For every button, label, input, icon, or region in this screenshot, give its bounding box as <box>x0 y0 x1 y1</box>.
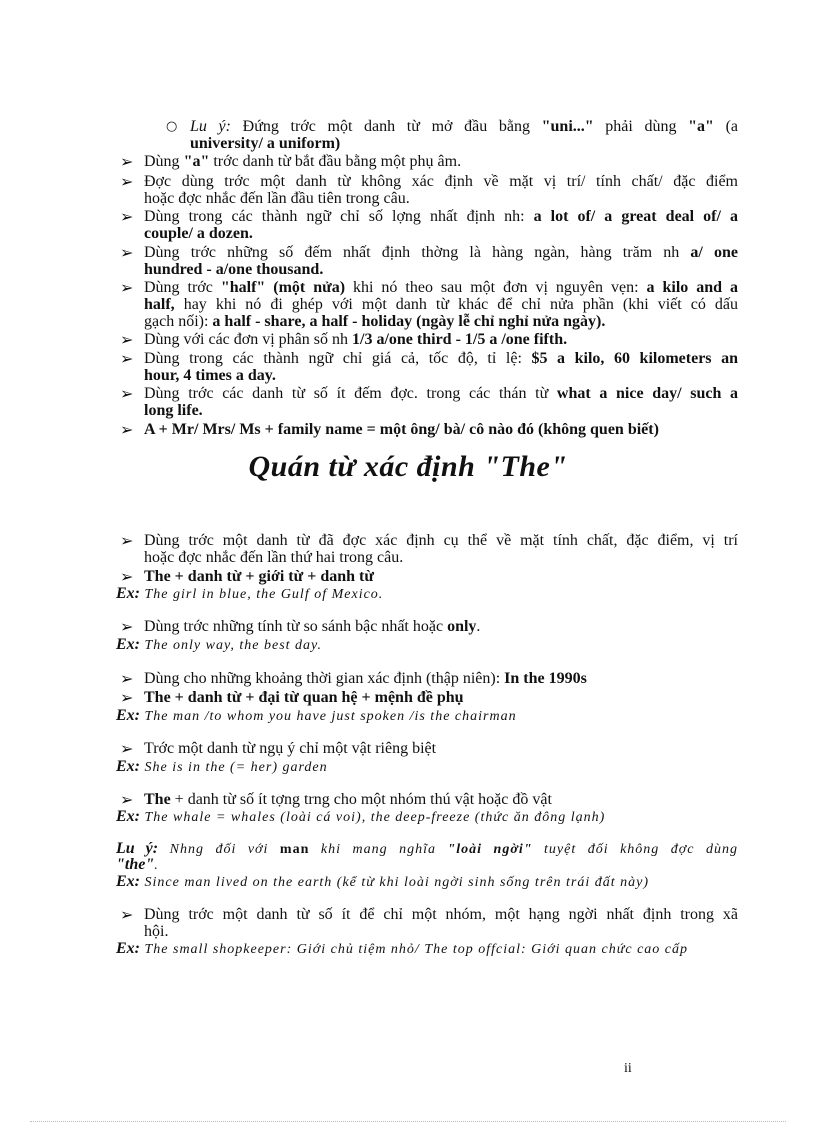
arrowhead-bullet-icon: ➢ <box>120 207 134 226</box>
arrowhead-bullet-icon: ➢ <box>120 531 134 550</box>
arrowhead-bullet-icon: ➢ <box>120 739 134 758</box>
arrowhead-bullet-icon: ➢ <box>120 567 134 586</box>
arrowhead-bullet-icon: ➢ <box>120 688 134 707</box>
arrowhead-bullet-icon: ➢ <box>120 790 134 809</box>
page-border <box>30 1121 786 1122</box>
arrowhead-bullet-icon: ➢ <box>120 243 134 262</box>
document-page: ○ Lu ý: Đứng trớc một danh từ mở đầu bằng "uni..." phải dùng "a" (a university/ a uniform) ➢ Dùng "a" trớc danh từ bắt đầu bằng một phụ âm. ➢ Đợc dùng trớc một danh từ không xác định về mặt vị trí/ tính chất/ đặc điểm hoặc đợc nhắc đến lần đầu tiên trong câu. ➢ Dùng trong các thành ngữ chỉ số lợng nhất định nh: a lot of/ a great deal of/ a couple/ a dozen. ➢ Dùng trớc những số đếm nhất định thờng là hàng ngàn, hàng trăm nh a/ one hundred - a/one thousand. ➢ Dùng trớc "half" (một nửa) khi nó theo sau một đơn vị nguyên vẹn: a kilo and a half, hay khi nó đi ghép với một danh từ khác để chỉ nửa phần (khi viết có dấu gạch nối): a half - share, a half - holiday (ngày lễ chỉ nghỉ nửa ngày). ➢ Dùng với các đơn vị phân số nh 1/3 a/one third - 1/5 a /one fifth. ➢ Dùng trong các thành ngữ chỉ giá cả, tốc độ, tỉ lệ: $5 a kilo, 60 kilometers an hour, 4 times a day. ➢ Dùng trớc các danh từ số ít đếm đợc. trong các thán từ what a nice day/ such a long life. ➢ A + Mr/ Mrs/ Ms + family name = một ông/ bà/ cô nào đó (không quen biết) Quán từ xác định "The" ➢ Dùng trớc một danh từ đã đợc xác định cụ thể về mặt tính chất, đặc điểm, vị trí hoặc đợc nhắc đến lần thứ hai trong câu. ➢ The + danh từ + giới từ + danh từ Ex: The girl in blue, the Gulf of Mexico. ➢ Dùng trớc những tính từ so sánh bậc nhất hoặc only. Ex: The only way, the best day. ➢ Dùng cho những khoảng thời gian xác định (thập niên): In the 1990s ➢ The + danh từ + đại từ quan hệ + mệnh đề phụ Ex: The man /to whom you have just spoken /is the chairman ➢ Trớc một danh từ ngụ ý chỉ một vật riêng biệt Ex: She is in the (= her) garden ➢ The + danh từ số ít tợng trng cho một nhóm thú vật hoặc đồ vật Ex: The whale = whales (loài cá voi), the deep-freeze (thức ăn đông lạnh) Lu ý: Nhng đối với man khi mang nghĩa "loài ngời" tuyệt đối không đợc dùng "the". Ex: Since man lived on the earth (kể từ khi loài ngời sinh sống trên trái đất này) ➢ Dùng trớc một danh từ số ít để chỉ một nhóm, một hạng ngời nhất định trong xã hội. Ex: The small shopkeeper: Giới chủ tiệm nhỏ/ The top offcial: Giới quan chức cao cấp ii <box>0 0 816 1123</box>
arrowhead-bullet-icon: ➢ <box>120 278 134 297</box>
arrowhead-bullet-icon: ➢ <box>120 172 134 191</box>
arrowhead-bullet-icon: ➢ <box>120 617 134 636</box>
section-heading: Quán từ xác định "The" <box>248 450 568 483</box>
circle-bullet-icon: ○ <box>166 119 178 134</box>
arrowhead-bullet-icon: ➢ <box>120 384 134 403</box>
arrowhead-bullet-icon: ➢ <box>120 420 134 439</box>
page-number: ii <box>624 1061 632 1076</box>
arrowhead-bullet-icon: ➢ <box>120 330 134 349</box>
arrowhead-bullet-icon: ➢ <box>120 152 134 171</box>
arrowhead-bullet-icon: ➢ <box>120 349 134 368</box>
arrowhead-bullet-icon: ➢ <box>120 905 134 924</box>
arrowhead-bullet-icon: ➢ <box>120 669 134 688</box>
